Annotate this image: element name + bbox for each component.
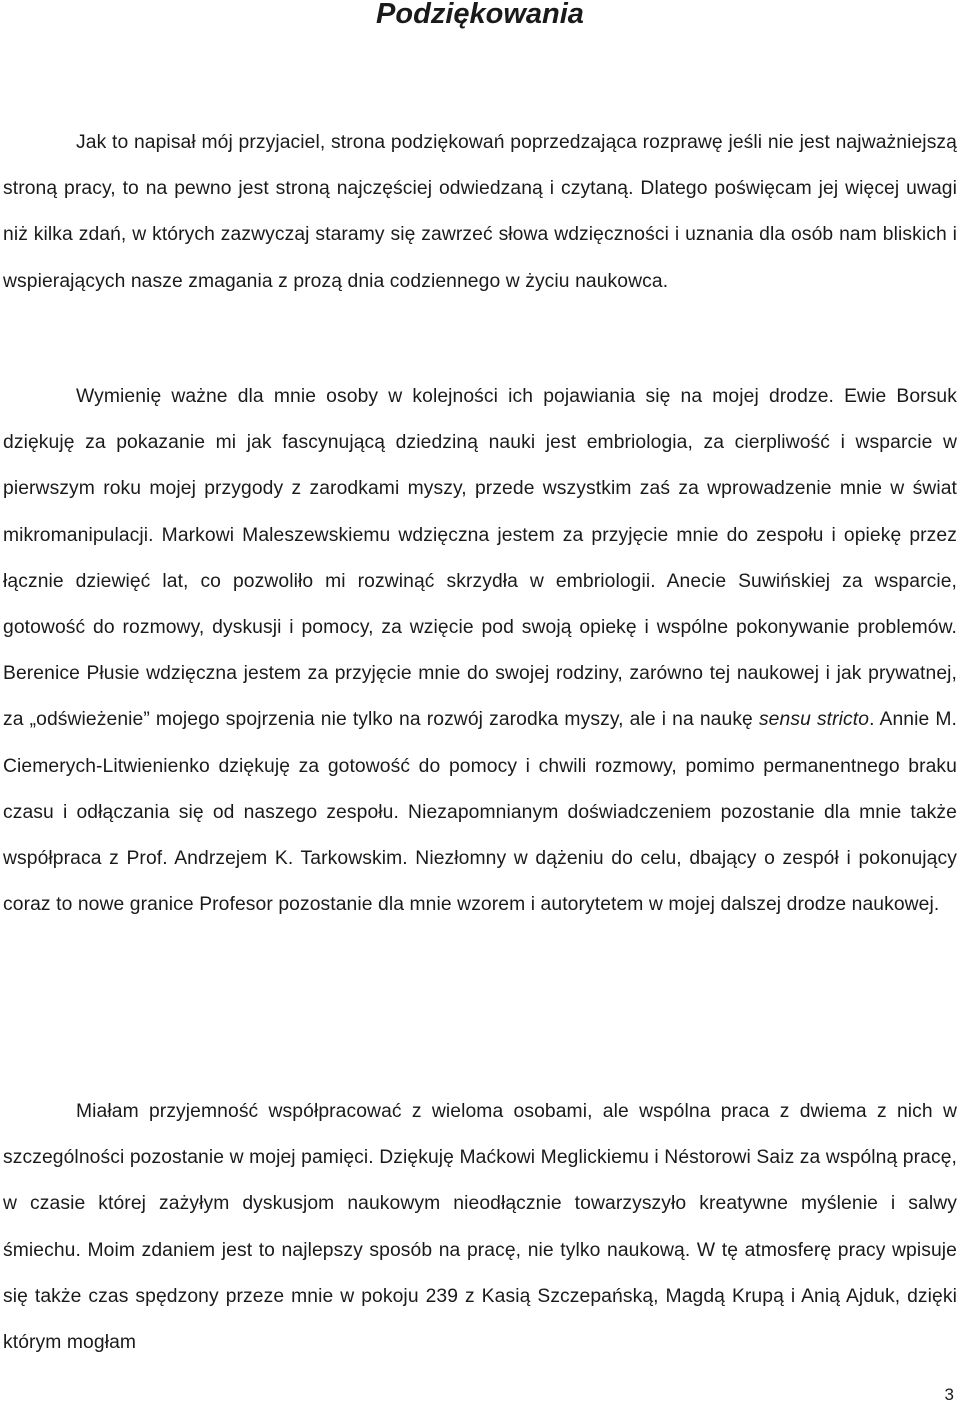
paragraph-text: Miałam przyjemność współpracować z wieloma osobami, ale wspólna praca z dwiema z nich w szczególności pozostanie w mojej pamięci. Dziękuję Maćkowi Meglickiemu i Néstorowi Saiz za wspólną pracę, w czasie której zażyłym dyskusjom naukowym nieodłącznie towarzyszyło kreatywne myślenie i salwy śmiechu. Moim zdaniem jest to najlepszy sposób na pracę, nie tylko naukową. W tę atmosferę pracy wpisuje się także czas spędzony przeze mnie w pokoju 239 z Kasią Szczepańską, Magdą Krupą i Anią Ajduk, dzięki którym mogłam xyxy=(3,1101,957,1354)
paragraph-collaborators xyxy=(3,1089,957,1366)
page-title: Podziękowania xyxy=(376,0,584,30)
paragraph-intro xyxy=(3,120,957,305)
paragraph-text: Wymienię ważne dla mnie osoby w kolejności ich pojawiania się na mojej drodze. Ewie Borsuk dziękuję za pokazanie mi jak fascynującą dziedziną nauki jest embriologia, za cierpliwość i wsparcie w pierwszym roku mojej przygody z zarodkami myszy, przede wszystkim zaś za wprowadzenie mnie w świat mikromanipulacji. Markowi Maleszewskiemu wdzięczna jestem za przyjęcie mnie do zespołu i opiekę przez łącznie dziewięć lat, co pozwoliło mi rozwinąć skrzydła w embriologii. Anecie Suwińskiej za wsparcie, gotowość do rozmowy, dyskusji i pomocy, za wzięcie pod swoją opiekę i wspólne pokonywanie problemów. Berenice Płusie wdzięczna jestem za przyjęcie mnie do swojej rodziny, zarówno tej naukowej i jak prywatnej, za „odświeżenie” mojego spojrzenia nie tylko na rozwój zarodka myszy, ale i na naukę xyxy=(3,386,957,731)
paragraph-text: Jak to napisał mój przyjaciel, strona podziękowań poprzedzająca rozprawę jeśli nie jest najważniejszą stroną pracy, to na pewno jest stroną najczęściej odwiedzaną i czytaną. Dlatego poświęcam jej więcej uwagi niż kilka zdań, w których zazwyczaj staramy się zawrzeć słowa wdzięczności i uznania dla osób nam bliskich i wspierających nasze zmagania z prozą dnia codziennego w życiu naukowca. xyxy=(3,132,957,292)
paragraph-acknowledgements xyxy=(3,374,957,928)
italic-phrase: sensu stricto xyxy=(758,709,870,731)
paragraph-text: . Annie M. Ciemerych-Litwienienko dziękuję za gotowość do pomocy i chwili rozmowy, pomimo permanentnego braku czasu i odłączania się od naszego zespołu. Niezapomnianym doświadczeniem pozostanie dla mnie także współpraca z Prof. Andrzejem K. Tarkowskim. Niezłomny w dążeniu do celu, dbający o zespół i pokonujący coraz to nowe granice Profesor pozostanie dla mnie wzorem i autorytetem w mojej dalszej drodze naukowej. xyxy=(3,709,957,916)
page-number: 3 xyxy=(944,1385,954,1404)
